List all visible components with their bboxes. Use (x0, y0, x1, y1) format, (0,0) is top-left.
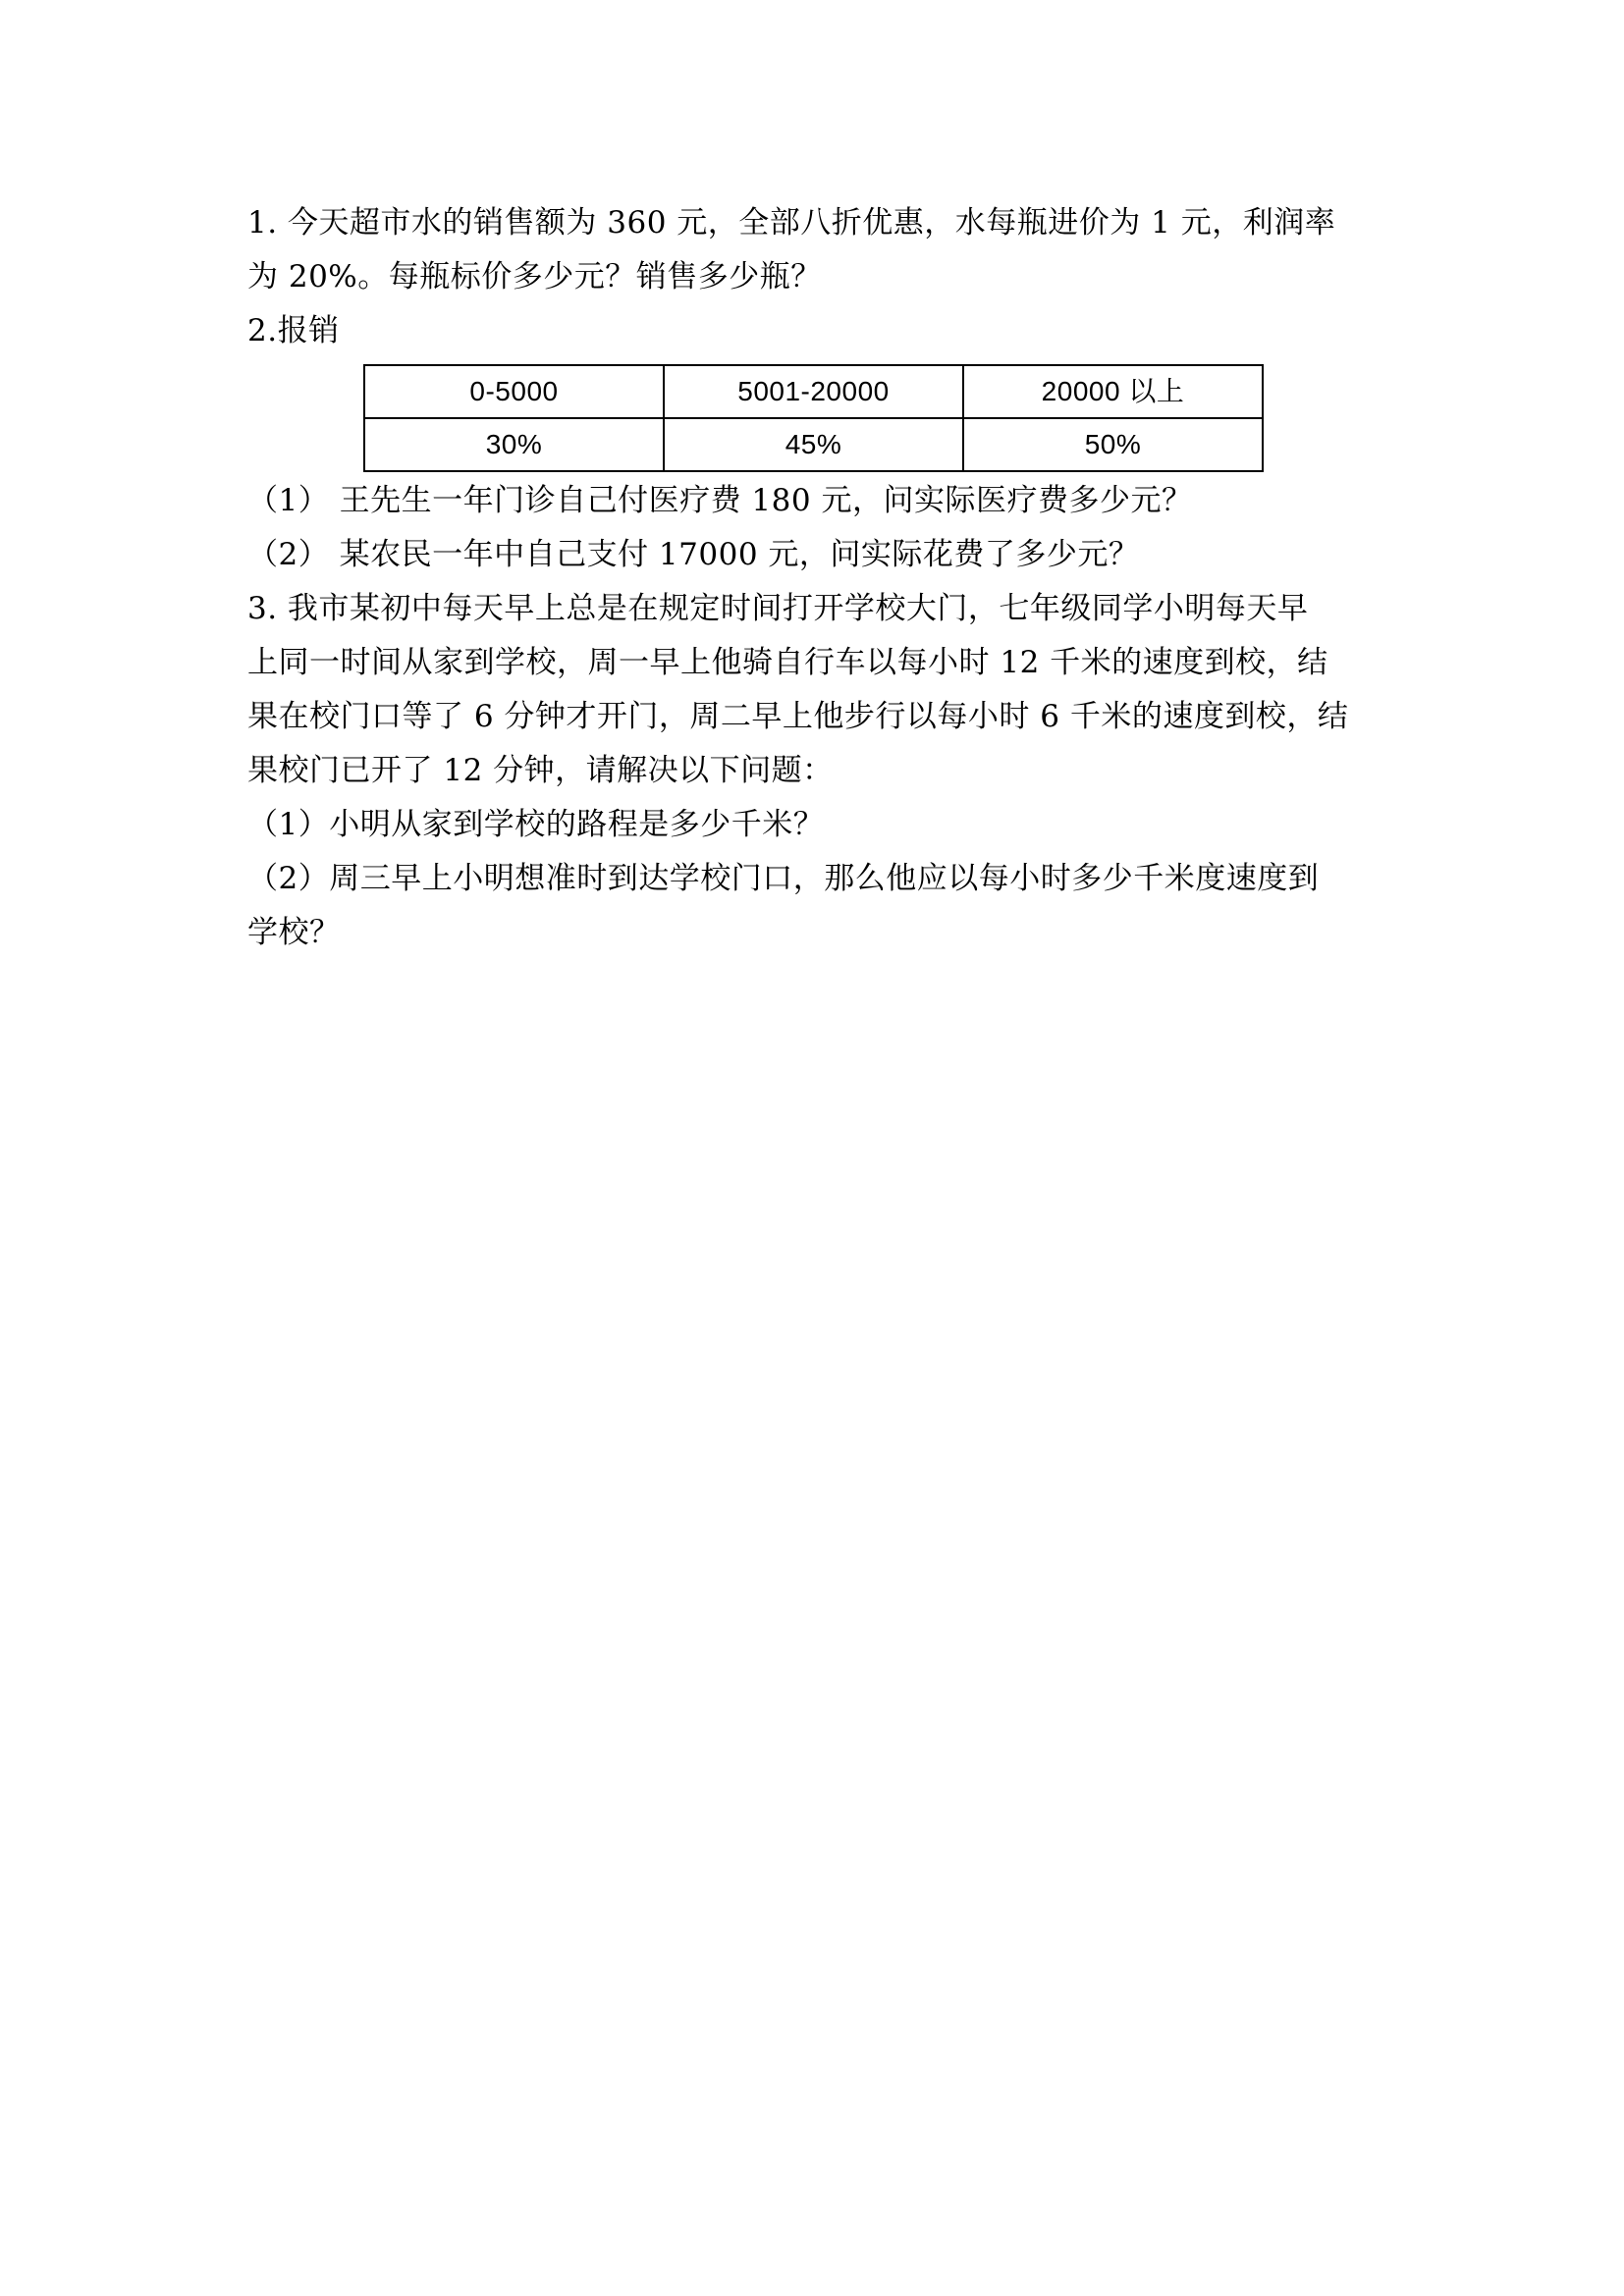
table-row-header (364, 365, 1263, 418)
question-2-sub-2: （2） 某农民一年中自己支付 17000 元，问实际花费了多少元？ (247, 537, 1140, 572)
table-row-rates (364, 418, 1263, 471)
question-1-line-2: 为 20%。每瓶标价多少元？销售多少瓶？ (247, 259, 822, 294)
question-3-line-4: 果校门已开了 12 分钟，请解决以下问题： (247, 753, 834, 788)
table-cell-rate-1: 30% (364, 418, 664, 471)
question-1-line-1: 1. 今天超市水的销售额为 360 元，全部八折优惠，水每瓶进价为 1 元，利润率 (247, 205, 1336, 240)
question-3-line-2: 上同一时间从家到学校，周一早上他骑自行车以每小时 12 千米的速度到校，结 (247, 645, 1328, 680)
table-cell-rate-3: 50% (963, 418, 1263, 471)
question-3-sub-1: （1）小明从家到学校的路程是多少千米？ (247, 807, 825, 842)
question-3-sub-2-line-2: 学校？ (247, 915, 341, 950)
reimbursement-table (363, 364, 1264, 472)
table-cell-range-1: 0-5000 (364, 365, 664, 418)
document-page (247, 196, 1386, 960)
question-3-sub-2-line-1: （2）周三早上小明想准时到达学校门口，那么他应以每小时多少千米度速度到 (247, 861, 1320, 896)
table-cell-range-3: 20000 以上 (963, 365, 1263, 418)
table-cell-rate-2: 45% (664, 418, 963, 471)
question-2-sub-1: （1） 王先生一年门诊自己付医疗费 180 元，问实际医疗费多少元？ (247, 483, 1193, 518)
question-3-line-1: 3. 我市某初中每天早上总是在规定时间打开学校大门，七年级同学小明每天早 (247, 591, 1309, 626)
reimbursement-table-wrapper (363, 364, 1386, 472)
question-3-line-3: 果在校门口等了 6 分钟才开门，周二早上他步行以每小时 6 千米的速度到校，结 (247, 699, 1349, 734)
table-cell-range-2: 5001-20000 (664, 365, 963, 418)
question-2-title: 2.报销 (247, 313, 340, 348)
